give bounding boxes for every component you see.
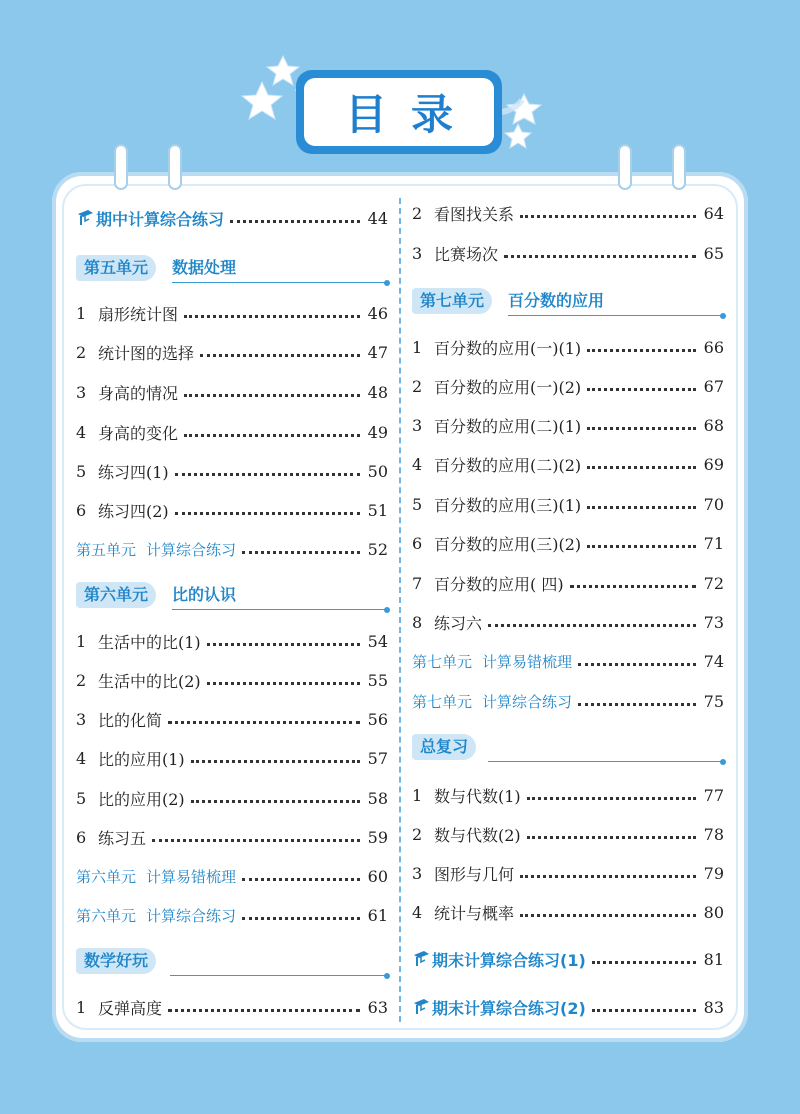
toc-entry (412, 571, 724, 595)
dot-leader (168, 1009, 360, 1012)
entry-title (412, 651, 572, 672)
entry-number: 3 (76, 382, 87, 402)
entry-title: 生活中的比(1) (98, 632, 201, 652)
entry-number: 2 (76, 342, 87, 362)
toc-entry (76, 864, 388, 888)
section-title: 百分数的应用 (508, 291, 605, 310)
section-tag: 第五单元 (76, 255, 156, 281)
entry-number: 4 (76, 422, 87, 442)
toc-entry (76, 746, 388, 770)
toc-entry (76, 707, 388, 731)
toc-entry (76, 301, 388, 325)
dot-leader (520, 914, 696, 917)
toc-entry (412, 689, 724, 713)
dot-leader (242, 878, 360, 881)
dot-leader (520, 215, 696, 218)
page-number: 64 (703, 203, 724, 223)
toc-entry (76, 537, 388, 561)
toc-entry (412, 374, 724, 398)
entry-title (412, 948, 586, 971)
binder-ring (672, 144, 686, 190)
entry-label: 计算综合练习 (482, 692, 573, 711)
entry-number: 4 (76, 748, 87, 768)
entry-title (76, 866, 236, 887)
dot-leader (184, 434, 360, 437)
toc-entry (412, 649, 724, 673)
dot-leader (587, 506, 696, 509)
entry-title: 比的化简 (98, 710, 163, 730)
toc-entry (76, 498, 388, 522)
entry-number: 6 (76, 500, 87, 520)
entry-title: 统计与概率 (434, 903, 515, 923)
toc-entry (76, 825, 388, 849)
toc-entry (412, 335, 724, 359)
entry-title: 数与代数(1) (434, 786, 521, 806)
entry-number: 3 (412, 415, 423, 435)
dot-leader (578, 703, 696, 706)
page-number: 56 (367, 709, 388, 729)
section-header (76, 582, 388, 610)
section-underline-dot (384, 280, 390, 286)
entry-unit: 第六单元 (76, 867, 137, 886)
page-number: 61 (367, 905, 388, 925)
toc-entry (412, 452, 724, 476)
page-number: 51 (367, 500, 388, 520)
section-underline-dot (384, 973, 390, 979)
section-underline (170, 975, 386, 976)
entry-number: 5 (412, 494, 423, 514)
binder-ring (618, 144, 632, 190)
section-header (412, 288, 724, 316)
star-icon (267, 56, 299, 85)
entry-title: 看图找关系 (434, 204, 515, 224)
dot-leader (191, 760, 360, 763)
page-number: 48 (367, 382, 388, 402)
entry-number: 5 (76, 461, 87, 481)
toc-entry (76, 903, 388, 927)
entry-number: 5 (76, 788, 87, 808)
section-tag: 总复习 (412, 734, 476, 760)
dot-leader (488, 624, 696, 627)
entry-label: 期中计算综合练习 (96, 209, 225, 229)
section-tag: 第七单元 (412, 288, 492, 314)
dot-leader (191, 800, 360, 803)
dot-leader (207, 682, 360, 685)
entry-title (412, 996, 586, 1019)
dot-leader (527, 836, 696, 839)
entry-unit: 第六单元 (76, 906, 137, 925)
entry-title (76, 905, 236, 926)
entry-title: 身高的变化 (98, 423, 179, 443)
page-number: 60 (367, 866, 388, 886)
page-number: 59 (367, 827, 388, 847)
entry-number: 4 (412, 454, 423, 474)
page-number: 71 (703, 533, 724, 553)
page-number: 66 (703, 337, 724, 357)
graduation-cap-icon (412, 948, 430, 968)
page-number: 79 (703, 863, 724, 883)
star-icon (242, 82, 282, 119)
toc-entry (412, 783, 724, 807)
dot-leader (230, 220, 360, 223)
entry-number: 1 (76, 631, 87, 651)
entry-number: 7 (412, 573, 423, 593)
entry-label: 期末计算综合练习(2) (432, 998, 586, 1018)
page-number: 44 (367, 208, 388, 228)
page-number: 46 (367, 303, 388, 323)
dot-leader (570, 585, 696, 588)
dot-leader (587, 545, 696, 548)
toc-entry (76, 420, 388, 444)
entry-number: 3 (76, 709, 87, 729)
entry-number: 1 (76, 997, 87, 1017)
page-number: 77 (703, 785, 724, 805)
entry-number: 6 (76, 827, 87, 847)
toc-entry (412, 900, 724, 924)
entry-title: 比赛场次 (434, 244, 499, 264)
dot-leader (587, 388, 696, 391)
section-header (76, 948, 388, 976)
toc-entry (76, 206, 388, 230)
section-tag: 数学好玩 (76, 948, 156, 974)
entry-unit: 第五单元 (76, 540, 137, 559)
entry-title: 身高的情况 (98, 383, 179, 403)
dot-leader (242, 917, 360, 920)
page-number: 72 (703, 573, 724, 593)
page-number: 68 (703, 415, 724, 435)
dot-leader (587, 349, 696, 352)
section-tag: 第六单元 (76, 582, 156, 608)
entry-title: 数与代数(2) (434, 825, 521, 845)
entry-label: 计算综合练习 (146, 540, 237, 559)
dot-leader (592, 961, 696, 964)
entry-title: 百分数的应用(三)(2) (434, 534, 582, 554)
page-number: 47 (367, 342, 388, 362)
toc-entry (412, 610, 724, 634)
entry-number: 2 (412, 824, 423, 844)
entry-title (76, 539, 236, 560)
toc-entry (76, 668, 388, 692)
dot-leader (520, 875, 696, 878)
dot-leader (200, 354, 360, 357)
entry-title: 反弹高度 (98, 998, 163, 1018)
page-number: 55 (367, 670, 388, 690)
entry-number: 2 (412, 376, 423, 396)
page-number: 73 (703, 612, 724, 632)
page-number: 81 (703, 949, 724, 969)
dot-leader (175, 473, 360, 476)
entry-label: 计算综合练习 (146, 906, 237, 925)
entry-number: 3 (412, 243, 423, 263)
dot-leader (168, 721, 360, 724)
entry-title: 百分数的应用(一)(1) (434, 338, 582, 358)
toc-entry (412, 995, 724, 1019)
entry-title: 练习四(2) (98, 501, 169, 521)
page-number: 70 (703, 494, 724, 514)
section-underline (172, 282, 386, 283)
toc-entry (412, 822, 724, 846)
toc-entry (412, 531, 724, 555)
page-number: 75 (703, 691, 724, 711)
toc-entry (76, 629, 388, 653)
entry-title: 练习五 (98, 828, 147, 848)
page-number: 67 (703, 376, 724, 396)
page-number: 52 (367, 539, 388, 559)
entry-unit: 第七单元 (412, 692, 473, 711)
dot-leader (587, 427, 696, 430)
page-number: 74 (703, 651, 724, 671)
title-box (296, 70, 502, 154)
toc-entry (412, 241, 724, 265)
section-title: 数据处理 (172, 258, 237, 277)
dot-leader (592, 1009, 696, 1012)
column-divider (399, 198, 401, 1022)
entry-title: 百分数的应用(二)(1) (434, 416, 582, 436)
entry-title: 百分数的应用(二)(2) (434, 455, 582, 475)
entry-title: 图形与几何 (434, 864, 515, 884)
dot-leader (242, 551, 360, 554)
toc-entry (76, 786, 388, 810)
entry-number: 4 (412, 902, 423, 922)
section-title: 比的认识 (172, 585, 237, 604)
section-header (76, 255, 388, 283)
entry-unit: 第七单元 (412, 652, 473, 671)
section-underline-dot (384, 607, 390, 613)
toc-entry (412, 492, 724, 516)
page-title: 目录 (344, 90, 477, 139)
entry-label: 计算易错梳理 (146, 867, 237, 886)
page-number: 69 (703, 454, 724, 474)
section-underline (488, 761, 722, 762)
section-underline (172, 609, 386, 610)
page-number: 54 (367, 631, 388, 651)
dot-leader (578, 663, 696, 666)
entry-label: 计算易错梳理 (482, 652, 573, 671)
dot-leader (152, 839, 360, 842)
dot-leader (184, 315, 360, 318)
page-number: 65 (703, 243, 724, 263)
toc-entry (76, 340, 388, 364)
toc-entry (412, 861, 724, 885)
entry-title: 统计图的选择 (98, 343, 195, 363)
page-number: 57 (367, 748, 388, 768)
entry-number: 6 (412, 533, 423, 553)
dot-leader (175, 512, 360, 515)
toc-entry (412, 201, 724, 225)
entry-title: 百分数的应用(三)(1) (434, 495, 582, 515)
page-number: 78 (703, 824, 724, 844)
entry-title: 百分数的应用( 四) (434, 574, 564, 594)
section-header (412, 734, 724, 762)
entry-title: 比的应用(1) (98, 749, 185, 769)
entry-number: 2 (412, 203, 423, 223)
toc-entry (412, 413, 724, 437)
page-number: 63 (367, 997, 388, 1017)
toc-entry (76, 995, 388, 1019)
entry-number: 1 (412, 337, 423, 357)
binder-ring (168, 144, 182, 190)
page-number: 83 (703, 997, 724, 1017)
section-underline (508, 315, 722, 316)
dot-leader (527, 797, 696, 800)
page-number: 80 (703, 902, 724, 922)
entry-title: 练习六 (434, 613, 483, 633)
entry-title: 扇形统计图 (98, 304, 179, 324)
toc-entry (76, 459, 388, 483)
entry-number: 1 (76, 303, 87, 323)
page-number: 50 (367, 461, 388, 481)
entry-title: 比的应用(2) (98, 789, 185, 809)
toc-entry (76, 380, 388, 404)
page-number: 58 (367, 788, 388, 808)
entry-number: 8 (412, 612, 423, 632)
entry-title (412, 691, 572, 712)
entry-number: 3 (412, 863, 423, 883)
graduation-cap-icon (412, 996, 430, 1016)
binder-ring (114, 144, 128, 190)
page-number: 49 (367, 422, 388, 442)
dot-leader (587, 466, 696, 469)
dot-leader (207, 643, 360, 646)
entry-number: 1 (412, 785, 423, 805)
toc-entry (412, 947, 724, 971)
entry-title: 练习四(1) (98, 462, 169, 482)
entry-label: 期末计算综合练习(1) (432, 950, 586, 970)
star-icon (505, 124, 531, 148)
section-underline-dot (720, 313, 726, 319)
entry-title: 百分数的应用(一)(2) (434, 377, 582, 397)
section-underline-dot (720, 759, 726, 765)
graduation-cap-icon (76, 207, 94, 227)
dot-leader (504, 255, 696, 258)
entry-title (76, 207, 224, 230)
entry-title: 生活中的比(2) (98, 671, 201, 691)
dot-leader (184, 394, 360, 397)
entry-number: 2 (76, 670, 87, 690)
